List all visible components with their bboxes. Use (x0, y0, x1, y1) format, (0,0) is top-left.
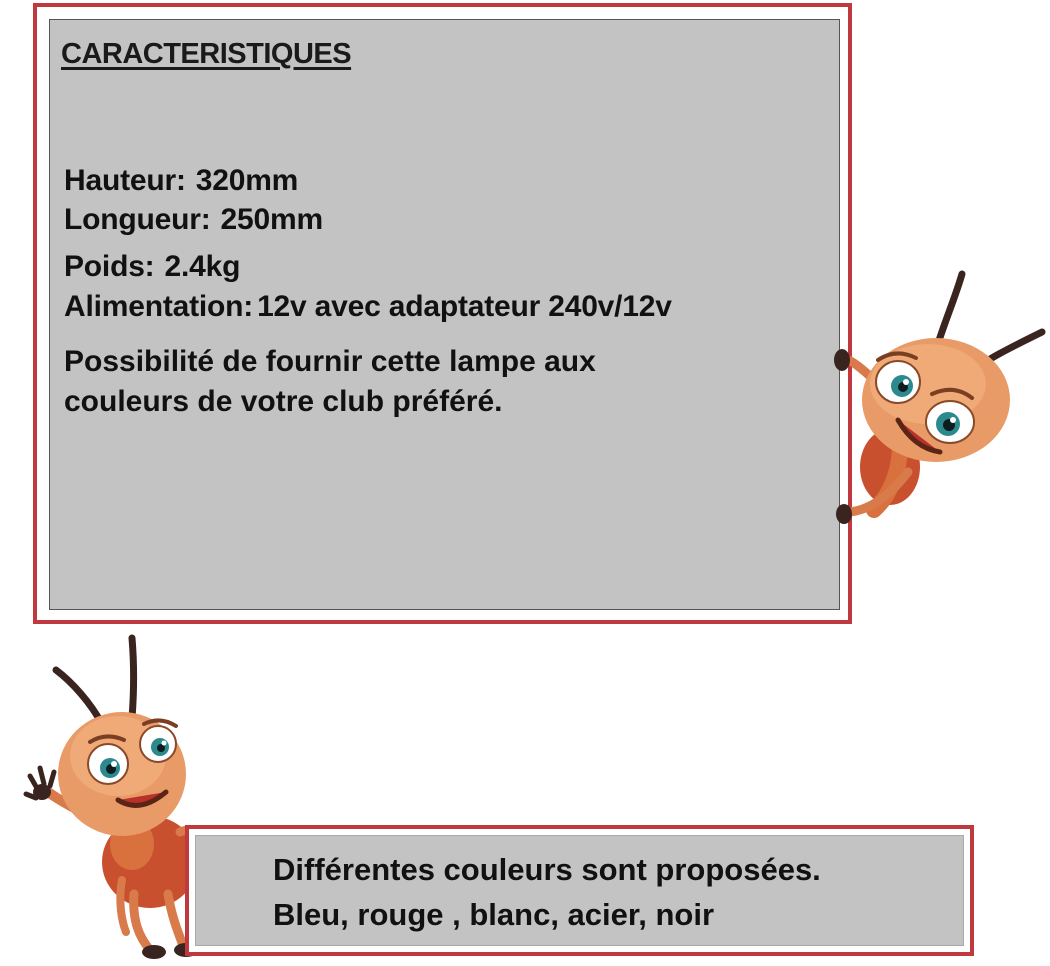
characteristics-panel (49, 19, 840, 610)
colors-text (273, 847, 821, 937)
spec-value: 12v avec adaptateur 240v/12v (257, 290, 672, 323)
spec-row-height (64, 164, 298, 198)
colors-card (185, 825, 974, 956)
colors-panel (195, 835, 964, 946)
spec-value: 2.4kg (164, 250, 241, 283)
spec-label: Poids: (64, 250, 155, 283)
spec-label: Hauteur: (64, 164, 186, 197)
colors-line-2: Bleu, rouge , blanc, acier, noir (273, 897, 715, 932)
spec-row-length (64, 203, 323, 237)
customization-note-line-1: Possibilité de fournir cette lampe aux (64, 345, 596, 378)
spec-label: Alimentation: (64, 290, 254, 323)
characteristics-card (33, 3, 852, 624)
characteristics-heading: CARACTERISTIQUES (61, 38, 352, 70)
ant-mascot-peeking-illustration (828, 262, 1050, 532)
spec-label: Longueur: (64, 203, 211, 236)
spec-value: 250mm (220, 203, 323, 236)
spec-row-power (64, 290, 672, 324)
spec-row-weight (64, 250, 240, 284)
customization-note-line-2: couleurs de votre club préféré. (64, 385, 503, 418)
customization-note (64, 342, 596, 422)
spec-value: 320mm (195, 164, 299, 197)
colors-line-1: Différentes couleurs sont proposées. (273, 852, 821, 887)
